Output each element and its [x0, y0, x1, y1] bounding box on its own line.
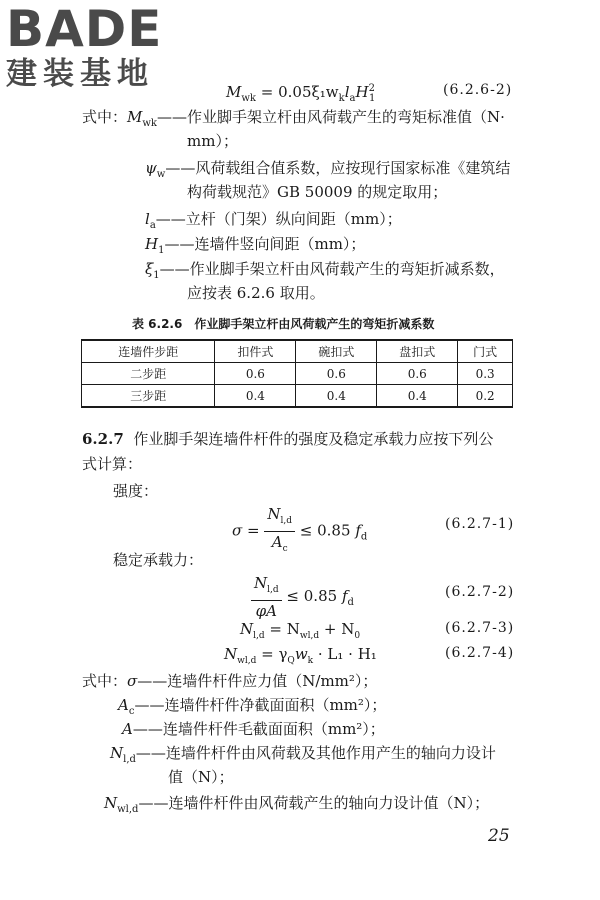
equation-6-2-7-2: $\frac{N_{l,d}}{\varphi A}$ ≤ 0.85 $f_d$ [251, 573, 354, 621]
equation-number: (6.2.6-2) [443, 82, 513, 98]
section-heading: 6.2.7 作业脚手架连墙件杆件的强度及稳定承载力应按下列公 [82, 430, 494, 448]
def-row: $N_{l,d}——$连墙件杆件由风荷载及其他作用产生的轴向力设计 [110, 744, 496, 765]
def-row: A——连墙件杆件毛截面面积（mm²）； [122, 720, 385, 738]
table-cell: 三步距 [82, 385, 215, 408]
stability-label: 稳定承载力： [113, 551, 204, 569]
coefficient-table [81, 339, 513, 408]
table-header-cell: 门式 [458, 340, 513, 363]
table-row [82, 363, 513, 385]
table-cell: 0.3 [458, 363, 513, 385]
logo-subtitle: 建装基地 [6, 56, 154, 92]
table-cell: 0.4 [377, 385, 458, 408]
def-row-cont: 构荷载规范》GB 50009 的规定取用； [187, 183, 448, 201]
equation-number: (6.2.7-2) [445, 584, 515, 600]
def-row: 式中：σ——连墙件杆件应力值（N/mm²）； [82, 672, 378, 690]
section-text-cont: 式计算： [82, 455, 143, 473]
def-row: $\xi_1——$作业脚手架立杆由风荷载产生的弯矩折减系数， [145, 260, 505, 281]
equation-6-2-6-2: $M_{wk} = 0.05\xi_1w_kl_aH^2_1$ [226, 83, 376, 104]
table-cell: 0.4 [215, 385, 296, 408]
table-header-cell: 扣件式 [215, 340, 296, 363]
equation-6-2-7-3: $N_{l,d} = N_{wl,d} + N_0$ [240, 620, 361, 641]
def-row: $A_c——$连墙件杆件净截面面积（mm²）； [118, 696, 387, 717]
table-cell: 0.2 [458, 385, 513, 408]
table-caption: 表 6.2.6 作业脚手架立杆由风荷载产生的弯矩折减系数 [132, 317, 435, 331]
equation-number: (6.2.7-4) [445, 645, 515, 661]
table-cell: 二步距 [82, 363, 215, 385]
table-cell: 0.6 [296, 363, 377, 385]
equation-6-2-7-1: σ = $\frac{N_{l,d}}{A_c}$ ≤ 0.85 $f_d$ [232, 505, 368, 554]
table-header-cell: 盘扣式 [377, 340, 458, 363]
table-header-cell: 碗扣式 [296, 340, 377, 363]
page-number: 25 [488, 826, 510, 846]
logo-brand: BADE [6, 0, 163, 58]
table-cell: 0.6 [377, 363, 458, 385]
equation-number: (6.2.7-1) [445, 516, 515, 532]
def-row-cont: 值（N）； [168, 768, 234, 786]
def-row-cont: mm）； [187, 132, 238, 150]
table-cell: 0.4 [296, 385, 377, 408]
table-row [82, 385, 513, 408]
def-row: $\psi_w——$风荷载组合值系数，应按现行国家标准《建筑结 [145, 159, 511, 180]
equation-6-2-7-4: $N_{wl,d} = \gamma_Qw_k \cdot L_1 \cdot H_1$ [224, 645, 377, 666]
def-row: 式中：$M_{wk}——$作业脚手架立杆由风荷载产生的弯矩标准值（N· [82, 108, 505, 129]
strength-label: 强度： [113, 482, 159, 500]
table-header-row [82, 340, 513, 363]
def-row: $H_1——$连墙件竖向间距（mm）； [145, 235, 366, 256]
def-row: $l_a——$立杆（门架）纵向间距（mm）； [145, 210, 402, 231]
def-row: $N_{wl,d}——$连墙件杆件由风荷载产生的轴向力设计值（N）； [104, 794, 490, 815]
table-header-cell: 连墙件步距 [82, 340, 215, 363]
table-cell: 0.6 [215, 363, 296, 385]
equation-number: (6.2.7-3) [445, 620, 515, 636]
def-row-cont: 应按表 6.2.6 取用。 [187, 284, 325, 302]
